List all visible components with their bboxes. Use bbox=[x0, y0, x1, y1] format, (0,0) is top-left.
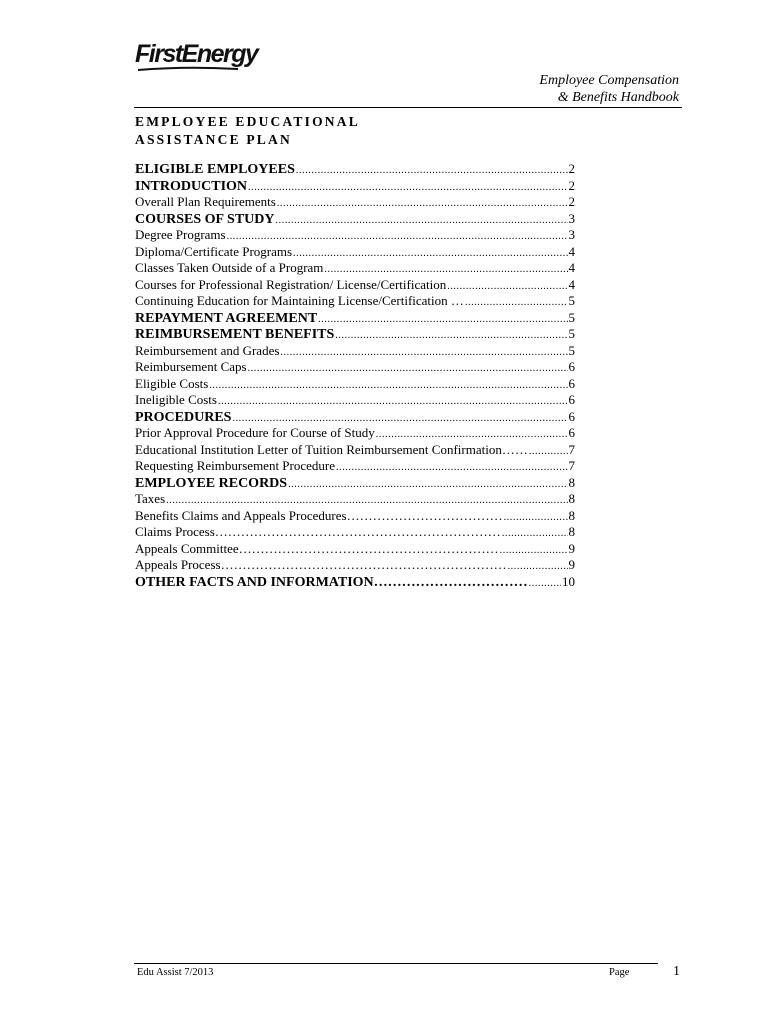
toc-dot-leader bbox=[465, 295, 568, 312]
toc-entry-page: 6 bbox=[568, 425, 575, 440]
toc-entry-page: 7 bbox=[568, 441, 575, 457]
toc-entry[interactable] bbox=[135, 343, 575, 360]
toc-entry-page: 9 bbox=[568, 540, 575, 556]
toc-entry-label: INTRODUCTION bbox=[135, 178, 248, 194]
toc-entry[interactable] bbox=[135, 458, 575, 475]
toc-entry[interactable] bbox=[135, 524, 575, 541]
toc-dot-leader bbox=[500, 543, 568, 560]
toc-entry[interactable] bbox=[135, 244, 575, 261]
toc-entry-label: Benefits Claims and Appeals Procedures……………………………… bbox=[135, 507, 503, 523]
toc-dot-leader bbox=[529, 444, 568, 461]
toc-entry[interactable] bbox=[135, 508, 575, 525]
toc-dot-leader bbox=[280, 345, 567, 362]
footer-doc-code: Edu Assist 7/2013 bbox=[137, 967, 214, 978]
toc-dot-leader bbox=[504, 510, 568, 527]
toc-entry-label: COURSES OF STUDY bbox=[135, 211, 275, 227]
table-of-contents bbox=[135, 161, 575, 590]
toc-entry[interactable] bbox=[135, 376, 575, 393]
document-title-line2: ASSISTANCE PLAN bbox=[135, 132, 292, 147]
toc-entry-label: Appeals Process………………………………………………………… bbox=[135, 557, 507, 572]
toc-entry[interactable] bbox=[135, 541, 575, 558]
toc-entry-page: 5 bbox=[568, 326, 575, 341]
toc-entry-label: EMPLOYEE RECORDS bbox=[135, 475, 288, 491]
toc-dot-leader bbox=[218, 394, 568, 411]
toc-entry-page: 3 bbox=[568, 227, 575, 242]
footer-page-label: Page bbox=[609, 967, 630, 978]
toc-entry[interactable] bbox=[135, 277, 575, 294]
toc-entry-label: ELIGIBLE EMPLOYEES bbox=[135, 162, 295, 177]
handbook-title-line2: & Benefits Handbook bbox=[557, 90, 679, 105]
toc-entry-page: 8 bbox=[568, 491, 575, 506]
toc-entry[interactable] bbox=[135, 194, 575, 211]
toc-dot-leader bbox=[248, 180, 567, 197]
toc-entry-page: 10 bbox=[562, 573, 575, 589]
toc-entry-page: 4 bbox=[568, 260, 575, 275]
toc-entry-label: Prior Approval Procedure for Course of Study bbox=[135, 425, 375, 440]
toc-dot-leader bbox=[529, 576, 561, 593]
document-title bbox=[135, 113, 360, 149]
toc-entry-label: Ineligible Costs bbox=[135, 392, 217, 407]
toc-entry-page: 6 bbox=[568, 408, 575, 424]
toc-entry-label: REPAYMENT AGREEMENT bbox=[135, 310, 318, 326]
toc-entry-label: Reimbursement Caps bbox=[135, 359, 247, 374]
toc-entry-page: 8 bbox=[568, 474, 575, 490]
toc-entry[interactable] bbox=[135, 310, 575, 327]
toc-dot-leader bbox=[318, 312, 567, 329]
toc-entry-label: Degree Programs bbox=[135, 227, 226, 242]
toc-dot-leader bbox=[502, 526, 568, 543]
toc-dot-leader bbox=[209, 378, 567, 395]
toc-dot-leader bbox=[335, 328, 567, 345]
handbook-title-line1: Employee Compensation bbox=[539, 73, 679, 88]
toc-entry-label: REIMBURSEMENT BENEFITS bbox=[135, 327, 335, 342]
toc-entry[interactable] bbox=[135, 425, 575, 442]
toc-entry[interactable] bbox=[135, 178, 575, 195]
toc-entry[interactable] bbox=[135, 409, 575, 426]
toc-dot-leader bbox=[248, 361, 568, 378]
toc-entry-page: 2 bbox=[568, 161, 575, 176]
toc-dot-leader bbox=[296, 163, 568, 180]
toc-entry[interactable] bbox=[135, 211, 575, 228]
toc-dot-leader bbox=[293, 246, 567, 263]
toc-entry[interactable] bbox=[135, 574, 575, 591]
toc-entry-page: 3 bbox=[568, 210, 575, 226]
toc-entry-label: Eligible Costs bbox=[135, 375, 209, 391]
toc-entry-page: 8 bbox=[568, 524, 575, 539]
toc-entry-page: 2 bbox=[568, 194, 575, 209]
toc-entry-page: 5 bbox=[568, 342, 575, 358]
toc-dot-leader bbox=[447, 279, 567, 296]
toc-entry[interactable] bbox=[135, 491, 575, 508]
toc-entry-label: Overall Plan Requirements bbox=[135, 194, 276, 209]
toc-dot-leader bbox=[336, 460, 567, 477]
toc-entry-page: 7 bbox=[568, 458, 575, 473]
toc-entry[interactable] bbox=[135, 293, 575, 310]
toc-entry-page: 8 bbox=[568, 507, 575, 523]
toc-entry[interactable] bbox=[135, 326, 575, 343]
toc-entry-label: Courses for Professional Registration/ License/Certification bbox=[135, 276, 447, 292]
toc-entry-label: Classes Taken Outside of a Program bbox=[135, 260, 324, 275]
toc-entry-label: Claims Process………………………………………………………… bbox=[135, 524, 501, 539]
toc-entry-page: 6 bbox=[568, 375, 575, 391]
toc-entry-page: 2 bbox=[568, 177, 575, 193]
document-title-line1: EMPLOYEE EDUCATIONAL bbox=[135, 114, 360, 129]
footer-rule bbox=[134, 963, 658, 964]
toc-entry-page: 6 bbox=[568, 392, 575, 407]
toc-entry-label: PROCEDURES bbox=[135, 409, 232, 425]
toc-entry[interactable] bbox=[135, 392, 575, 409]
toc-dot-leader bbox=[276, 213, 568, 230]
toc-entry-label: Appeals Committee…………………………………………………… bbox=[135, 540, 499, 556]
toc-entry-label: Continuing Education for Maintaining License/Certification … bbox=[135, 293, 464, 308]
toc-entry-page: 4 bbox=[568, 243, 575, 259]
toc-entry-label: Requesting Reimbursement Procedure bbox=[135, 458, 336, 473]
company-logo: FirstEnergy bbox=[135, 40, 258, 68]
toc-dot-leader bbox=[288, 477, 567, 494]
header-rule bbox=[134, 107, 682, 108]
toc-dot-leader bbox=[508, 559, 568, 576]
toc-entry-page: 6 bbox=[568, 359, 575, 374]
toc-entry-label: Taxes bbox=[135, 491, 166, 506]
toc-entry-label: Reimbursement and Grades bbox=[135, 342, 280, 358]
toc-entry[interactable] bbox=[135, 475, 575, 492]
toc-entry[interactable] bbox=[135, 359, 575, 376]
toc-entry[interactable] bbox=[135, 227, 575, 244]
toc-entry-page: 9 bbox=[568, 557, 575, 572]
toc-entry-page: 5 bbox=[568, 293, 575, 308]
toc-entry-label: OTHER FACTS AND INFORMATION…………………………… bbox=[135, 574, 528, 590]
logo-swoosh-icon bbox=[136, 66, 240, 72]
toc-dot-leader bbox=[277, 196, 568, 213]
toc-entry[interactable] bbox=[135, 557, 575, 574]
handbook-title bbox=[539, 72, 679, 106]
toc-entry[interactable] bbox=[135, 442, 575, 459]
toc-entry[interactable] bbox=[135, 161, 575, 178]
footer-page-number: 1 bbox=[673, 964, 680, 979]
toc-entry-page: 4 bbox=[568, 276, 575, 292]
toc-entry-page: 5 bbox=[568, 309, 575, 325]
toc-entry-label: Diploma/Certificate Programs bbox=[135, 243, 293, 259]
toc-entry[interactable] bbox=[135, 260, 575, 277]
toc-entry-label: Educational Institution Letter of Tuition Reimbursement Confirmation…… bbox=[135, 441, 528, 457]
